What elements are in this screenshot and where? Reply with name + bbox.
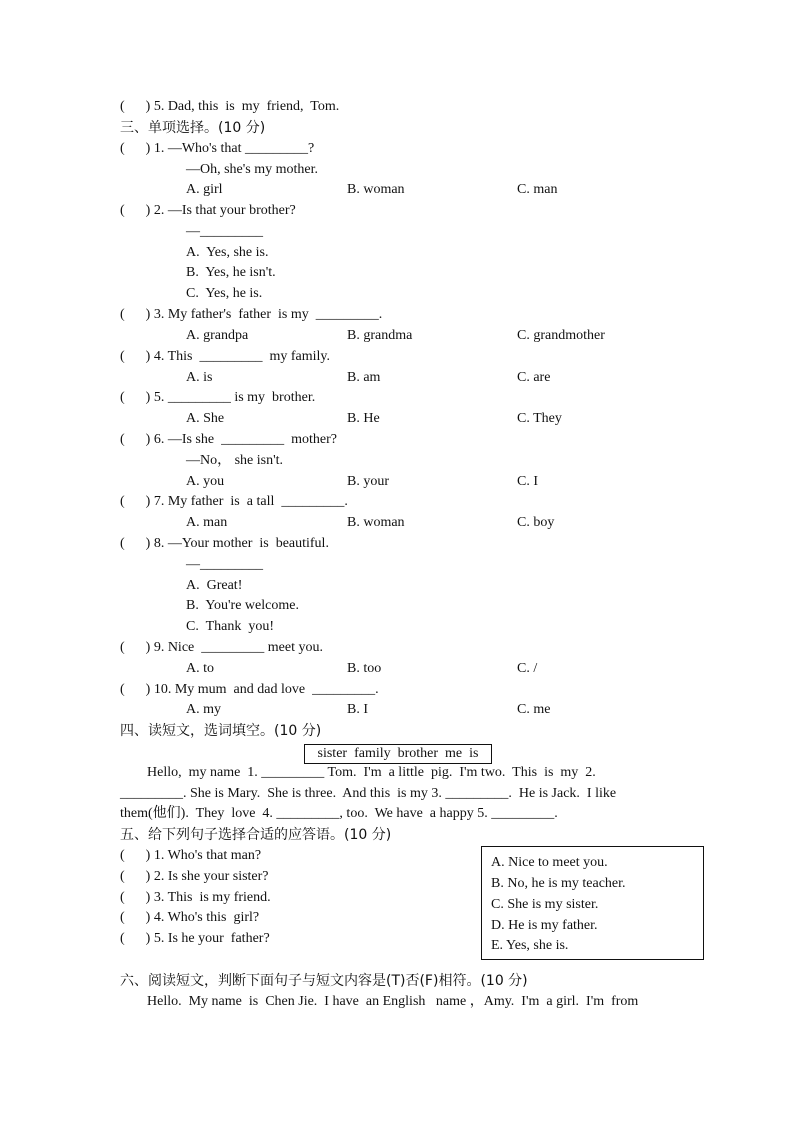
s3-q1-option-a: A. girl	[186, 182, 223, 197]
s3-q3-option-a: A. grandpa	[186, 328, 249, 343]
s3-q9-option-c: C. /	[517, 661, 538, 676]
s3-q7-option-b: B. woman	[347, 515, 405, 530]
s3-q10-option-a: A. my	[186, 702, 221, 717]
s5-answer-b: B. No, he is my teacher.	[491, 876, 626, 891]
s4-passage-line-2: _________. She is Mary. She is three. And this is my 3. _________. He is Jack. I like	[120, 786, 617, 801]
s3-q8-option-a: A. Great!	[186, 578, 243, 593]
s5-answer-box	[481, 846, 704, 960]
s3-q7-option-c: C. boy	[517, 515, 555, 530]
s3-q1-option-b: B. woman	[347, 182, 405, 197]
section-3-title: 三、单项选择。(10 分)	[120, 120, 266, 136]
s3-q1-stem: ( ) 1. —Who's that _________?	[120, 141, 315, 156]
s3-q1-reply: —Oh, she's my mother.	[186, 162, 319, 177]
s3-q9-stem: ( ) 9. Nice _________ meet you.	[120, 640, 323, 655]
s3-q6-reply: —No， she isn't.	[186, 453, 284, 468]
s3-q4-option-b: B. am	[347, 370, 381, 385]
s3-q3-option-c: C. grandmother	[517, 328, 605, 343]
s5-q3: ( ) 3. This is my friend.	[120, 890, 271, 905]
s3-q6-option-c: C. I	[517, 474, 538, 489]
s3-q4-option-c: C. are	[517, 370, 551, 385]
s3-q8-stem: ( ) 8. —Your mother is beautiful.	[120, 536, 329, 551]
s3-q5-option-b: B. He	[347, 411, 380, 426]
s3-q2-reply: —_________	[186, 224, 263, 239]
section-5-title: 五、给下列句子选择合适的应答语。(10 分)	[120, 827, 392, 843]
s6-passage-line-1: Hello. My name is Chen Jie. I have an English name ，Amy. I'm a girl. I'm from	[147, 994, 639, 1009]
s3-q3-option-b: B. grandma	[347, 328, 413, 343]
s5-q2: ( ) 2. Is she your sister?	[120, 869, 269, 884]
s3-q2-option-a: A. Yes, she is.	[186, 245, 269, 260]
section-4-title: 四、读短文，选词填空。(10 分)	[120, 723, 322, 739]
s5-q5: ( ) 5. Is he your father?	[120, 931, 270, 946]
prev-question-5: ( ) 5. Dad, this is my friend, Tom.	[120, 99, 340, 114]
s4-passage-line-1: Hello, my name 1. _________ Tom. I'm a little pig. I'm two. This is my 2.	[147, 765, 596, 780]
s5-answer-a: A. Nice to meet you.	[491, 855, 608, 870]
s5-answer-c: C. She is my sister.	[491, 897, 599, 912]
s3-q5-option-c: C. They	[517, 411, 562, 426]
s3-q10-stem: ( ) 10. My mum and dad love _________.	[120, 682, 379, 697]
s3-q1-option-c: C. man	[517, 182, 558, 197]
s3-q7-stem: ( ) 7. My father is a tall _________.	[120, 494, 348, 509]
s5-answer-d: D. He is my father.	[491, 918, 598, 933]
s3-q6-option-a: A. you	[186, 474, 225, 489]
s5-answer-e: E. Yes, she is.	[491, 938, 569, 953]
s3-q5-option-a: A. She	[186, 411, 225, 426]
s5-q1: ( ) 1. Who's that man?	[120, 848, 262, 863]
s3-q8-option-c: C. Thank you!	[186, 619, 275, 634]
s3-q2-stem: ( ) 2. —Is that your brother?	[120, 203, 296, 218]
s3-q3-stem: ( ) 3. My father's father is my _________.	[120, 307, 383, 322]
s3-q10-option-c: C. me	[517, 702, 551, 717]
s3-q9-option-b: B. too	[347, 661, 382, 676]
s3-q10-option-b: B. I	[347, 702, 368, 717]
s5-q4: ( ) 4. Who's this girl?	[120, 910, 260, 925]
section-6-title: 六、阅读短文，判断下面句子与短文内容是(T)否(F)相符。(10 分)	[120, 973, 528, 989]
s3-q6-stem: ( ) 6. —Is she _________ mother?	[120, 432, 337, 447]
s4-passage-line-3: them(他们). They love 4. _________, too. We have a happy 5. _________.	[120, 806, 558, 821]
s3-q2-option-b: B. Yes, he isn't.	[186, 265, 276, 280]
s3-q9-option-a: A. to	[186, 661, 214, 676]
word-bank-box: sister family brother me is	[304, 744, 492, 764]
s3-q4-stem: ( ) 4. This _________ my family.	[120, 349, 330, 364]
s3-q8-reply: —_________	[186, 557, 263, 572]
s3-q7-option-a: A. man	[186, 515, 228, 530]
s3-q2-option-c: C. Yes, he is.	[186, 286, 263, 301]
s3-q6-option-b: B. your	[347, 474, 389, 489]
s3-q4-option-a: A. is	[186, 370, 213, 385]
s3-q8-option-b: B. You're welcome.	[186, 598, 299, 613]
s3-q5-stem: ( ) 5. _________ is my brother.	[120, 390, 316, 405]
